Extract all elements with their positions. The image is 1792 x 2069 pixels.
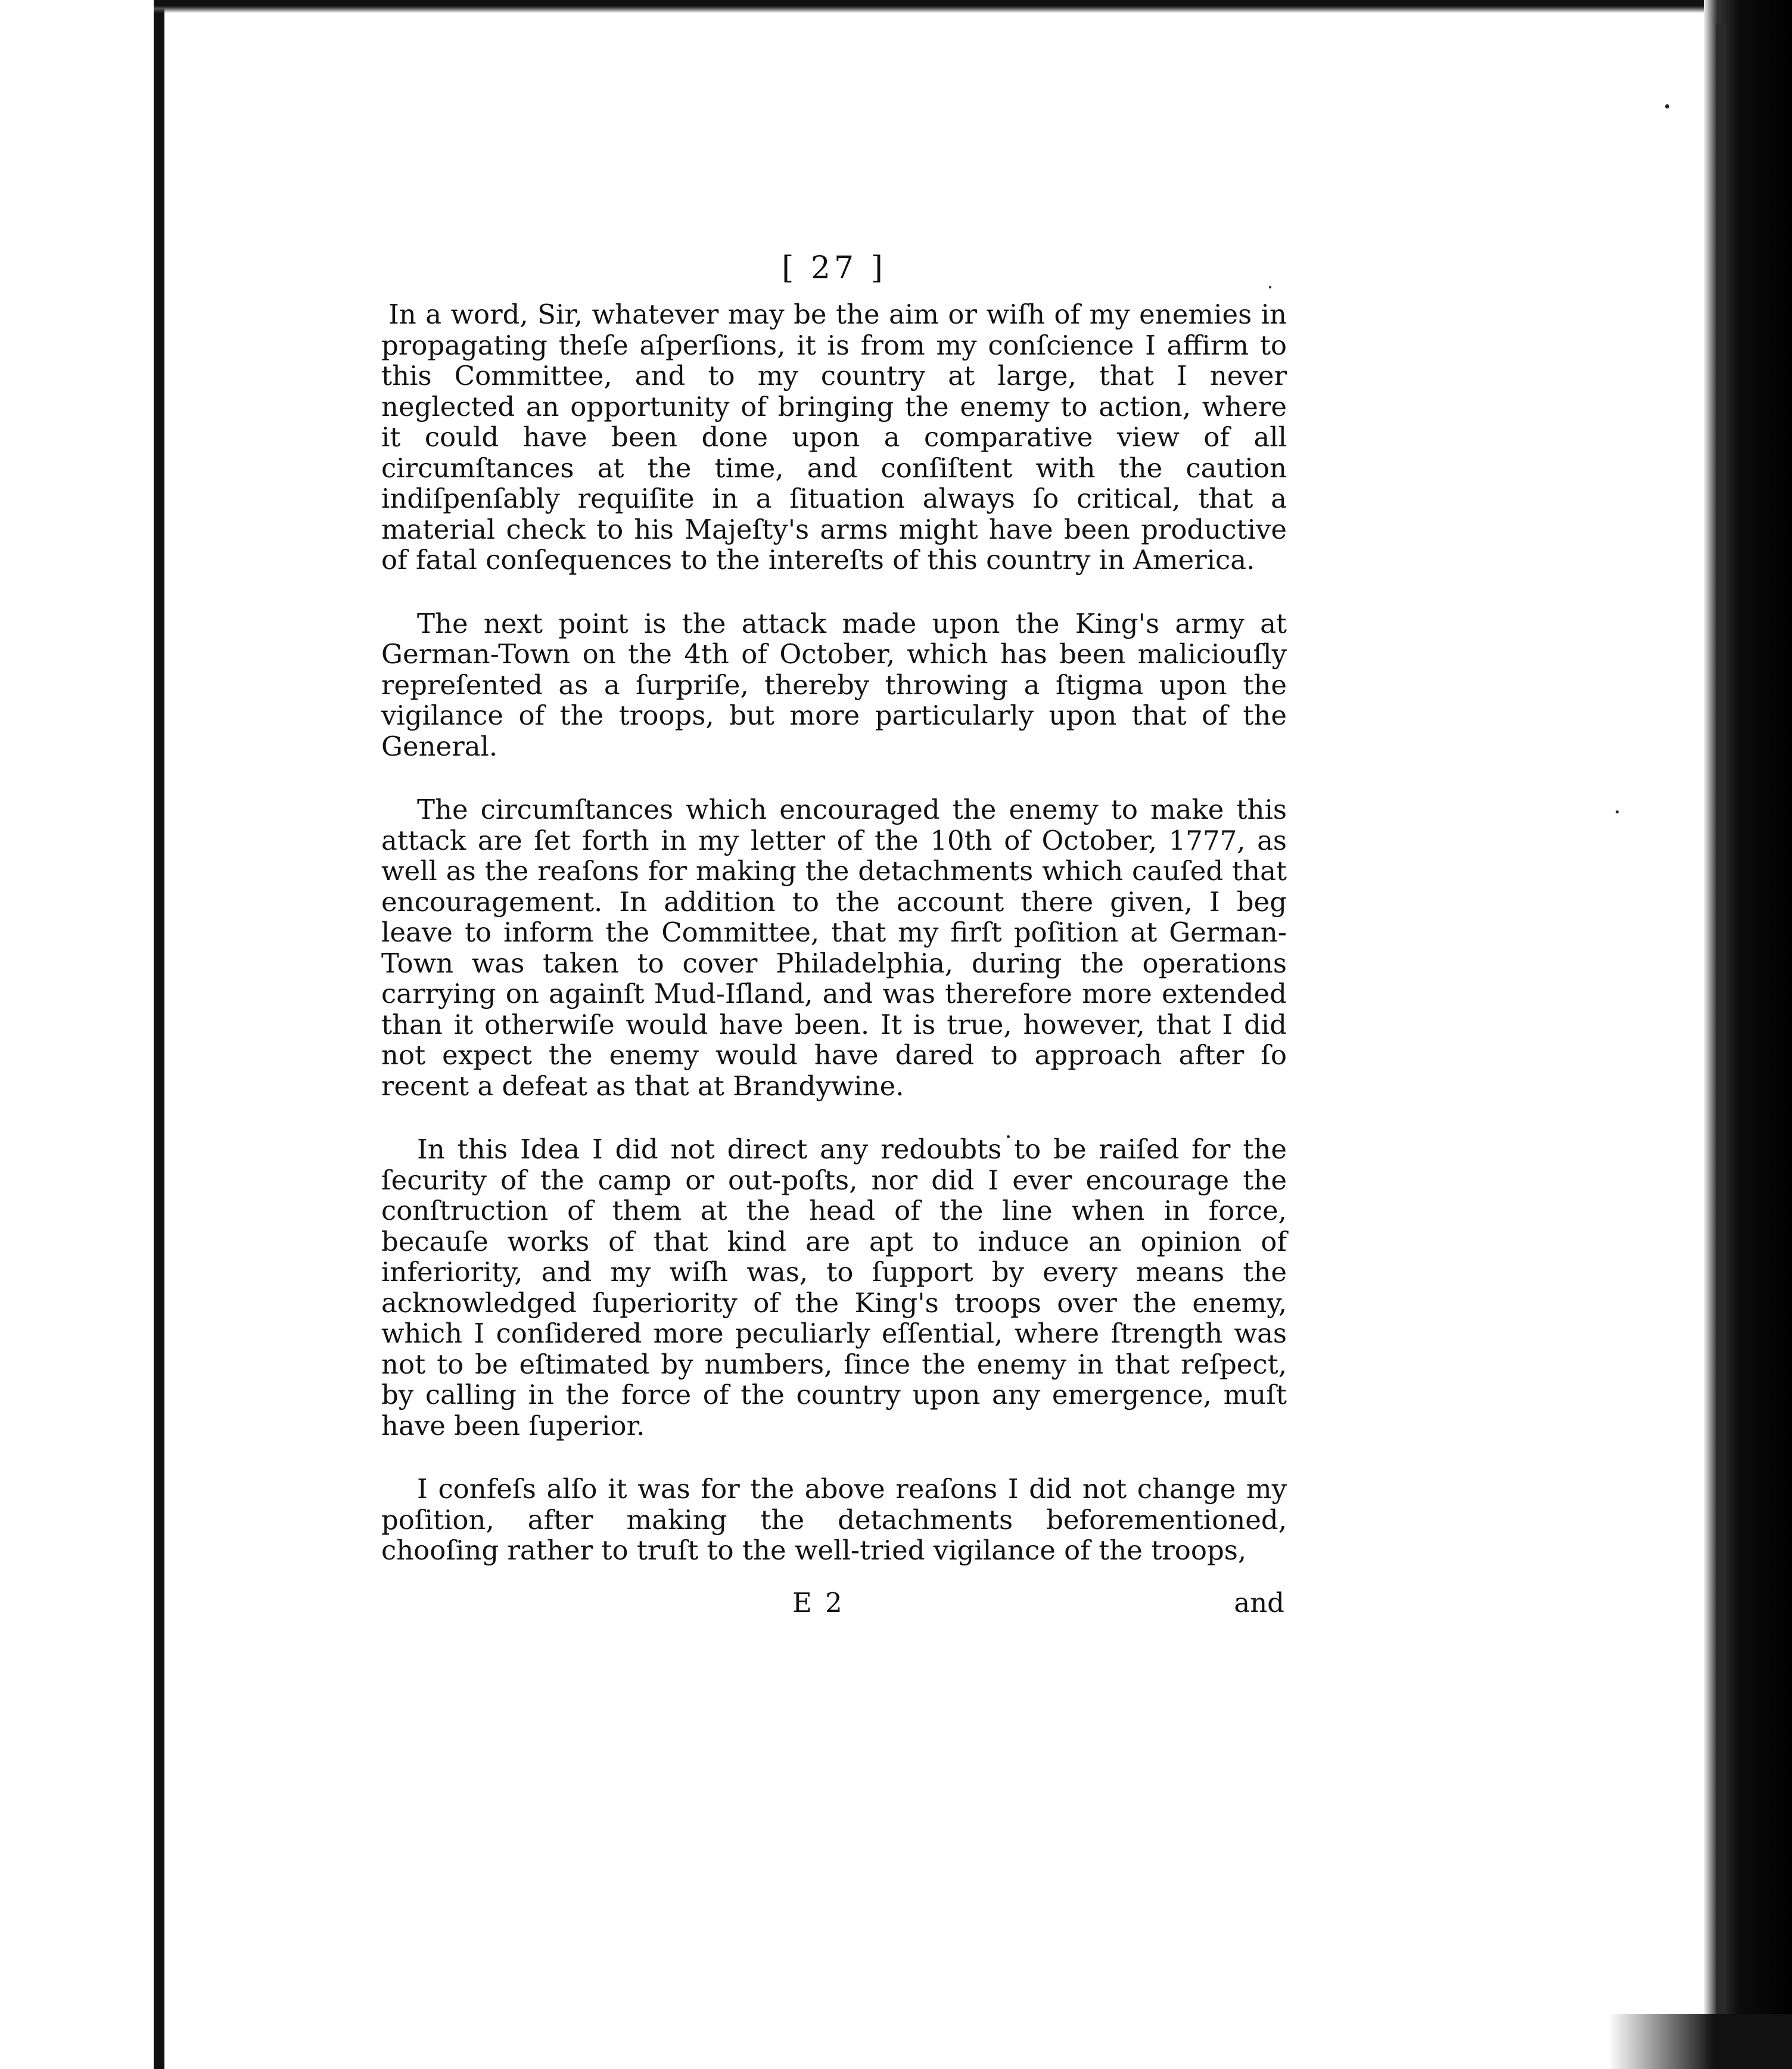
paragraph-5: I confeſs alſo it was for the above reaſons I did not change my poſition, after making the detachments beforementioned, chooſing rather to truſt to the well-tried vigilance of the troops, [381, 1473, 1287, 1566]
right-page-edge [1716, 24, 1726, 2044]
paragraph-4: In this Idea I did not direct any redoubts to be raiſed for the ſecurity of the camp or out-poſts, nor did I ever encourage the conſtruction of them at the head of the line when in force, becauſe works of that kind are apt to induce an opinion of inferiority, and my wiſh was, to ſupport by every means the acknowledged ſuperiority of the King's troops over the enemy, which I conſidered more peculiarly eſſential, where ſtrength was not to be eſtimated by numbers, ſince the enemy in that reſpect, by calling in the force of the country upon any emergence, muſt have been ſuperior. [381, 1133, 1287, 1442]
top-page-edge [154, 0, 1792, 13]
page-content [381, 250, 1287, 1639]
page-number: [ 27 ] [782, 250, 886, 286]
paragraph-2: The next point is the attack made upon the King's army at German-Town on the 4th of October, which has been maliciouſly repreſented as a ſurpriſe, thereby throwing a ſtigma upon the vigilance of the troops, but more particularly upon that of the General. [381, 607, 1287, 762]
body-text [381, 299, 1287, 1599]
catchword: and [1234, 1587, 1284, 1618]
paragraph-1: In a word, Sir, whatever may be the aim or wiſh of my enemies in propagating theſe aſperſions, it is from my conſcience I affirm to this Committee, and to my country at large, that I never neglected an opportunity of bringing the enemy to action, where it could have been done upon a comparative view of all circumſtances at the time, and conſiſtent with the caution indiſpenſably requiſite in a ſituation always ſo critical, that a material check to his Majeſty's arms might have been productive of fatal conſequences to the intereſts of this country in America. [381, 299, 1287, 576]
signature-mark: E 2 [792, 1587, 845, 1618]
gutter-rule [154, 0, 164, 2069]
left-margin [0, 0, 154, 2069]
bottom-corner-shadow [1609, 2014, 1792, 2069]
page-footer [381, 1585, 1287, 1621]
paragraph-3: The circumſtances which encouraged the enemy to make this attack are ſet forth in my letter of the 10th of October, 1777, as well as the reaſons for making the detachments which cauſed that encouragement. In addition to the account there given, I beg leave to inform the Committee, that my firſt poſition at German-Town was taken to cover Philadelphia, during the operations carrying on againſt Mud-Iſland, and was therefore more extended than it otherwiſe would have been. It is true, however, that I did not expect the enemy would have dared to approach after ſo recent a defeat as that at Brandywine. [381, 794, 1287, 1102]
